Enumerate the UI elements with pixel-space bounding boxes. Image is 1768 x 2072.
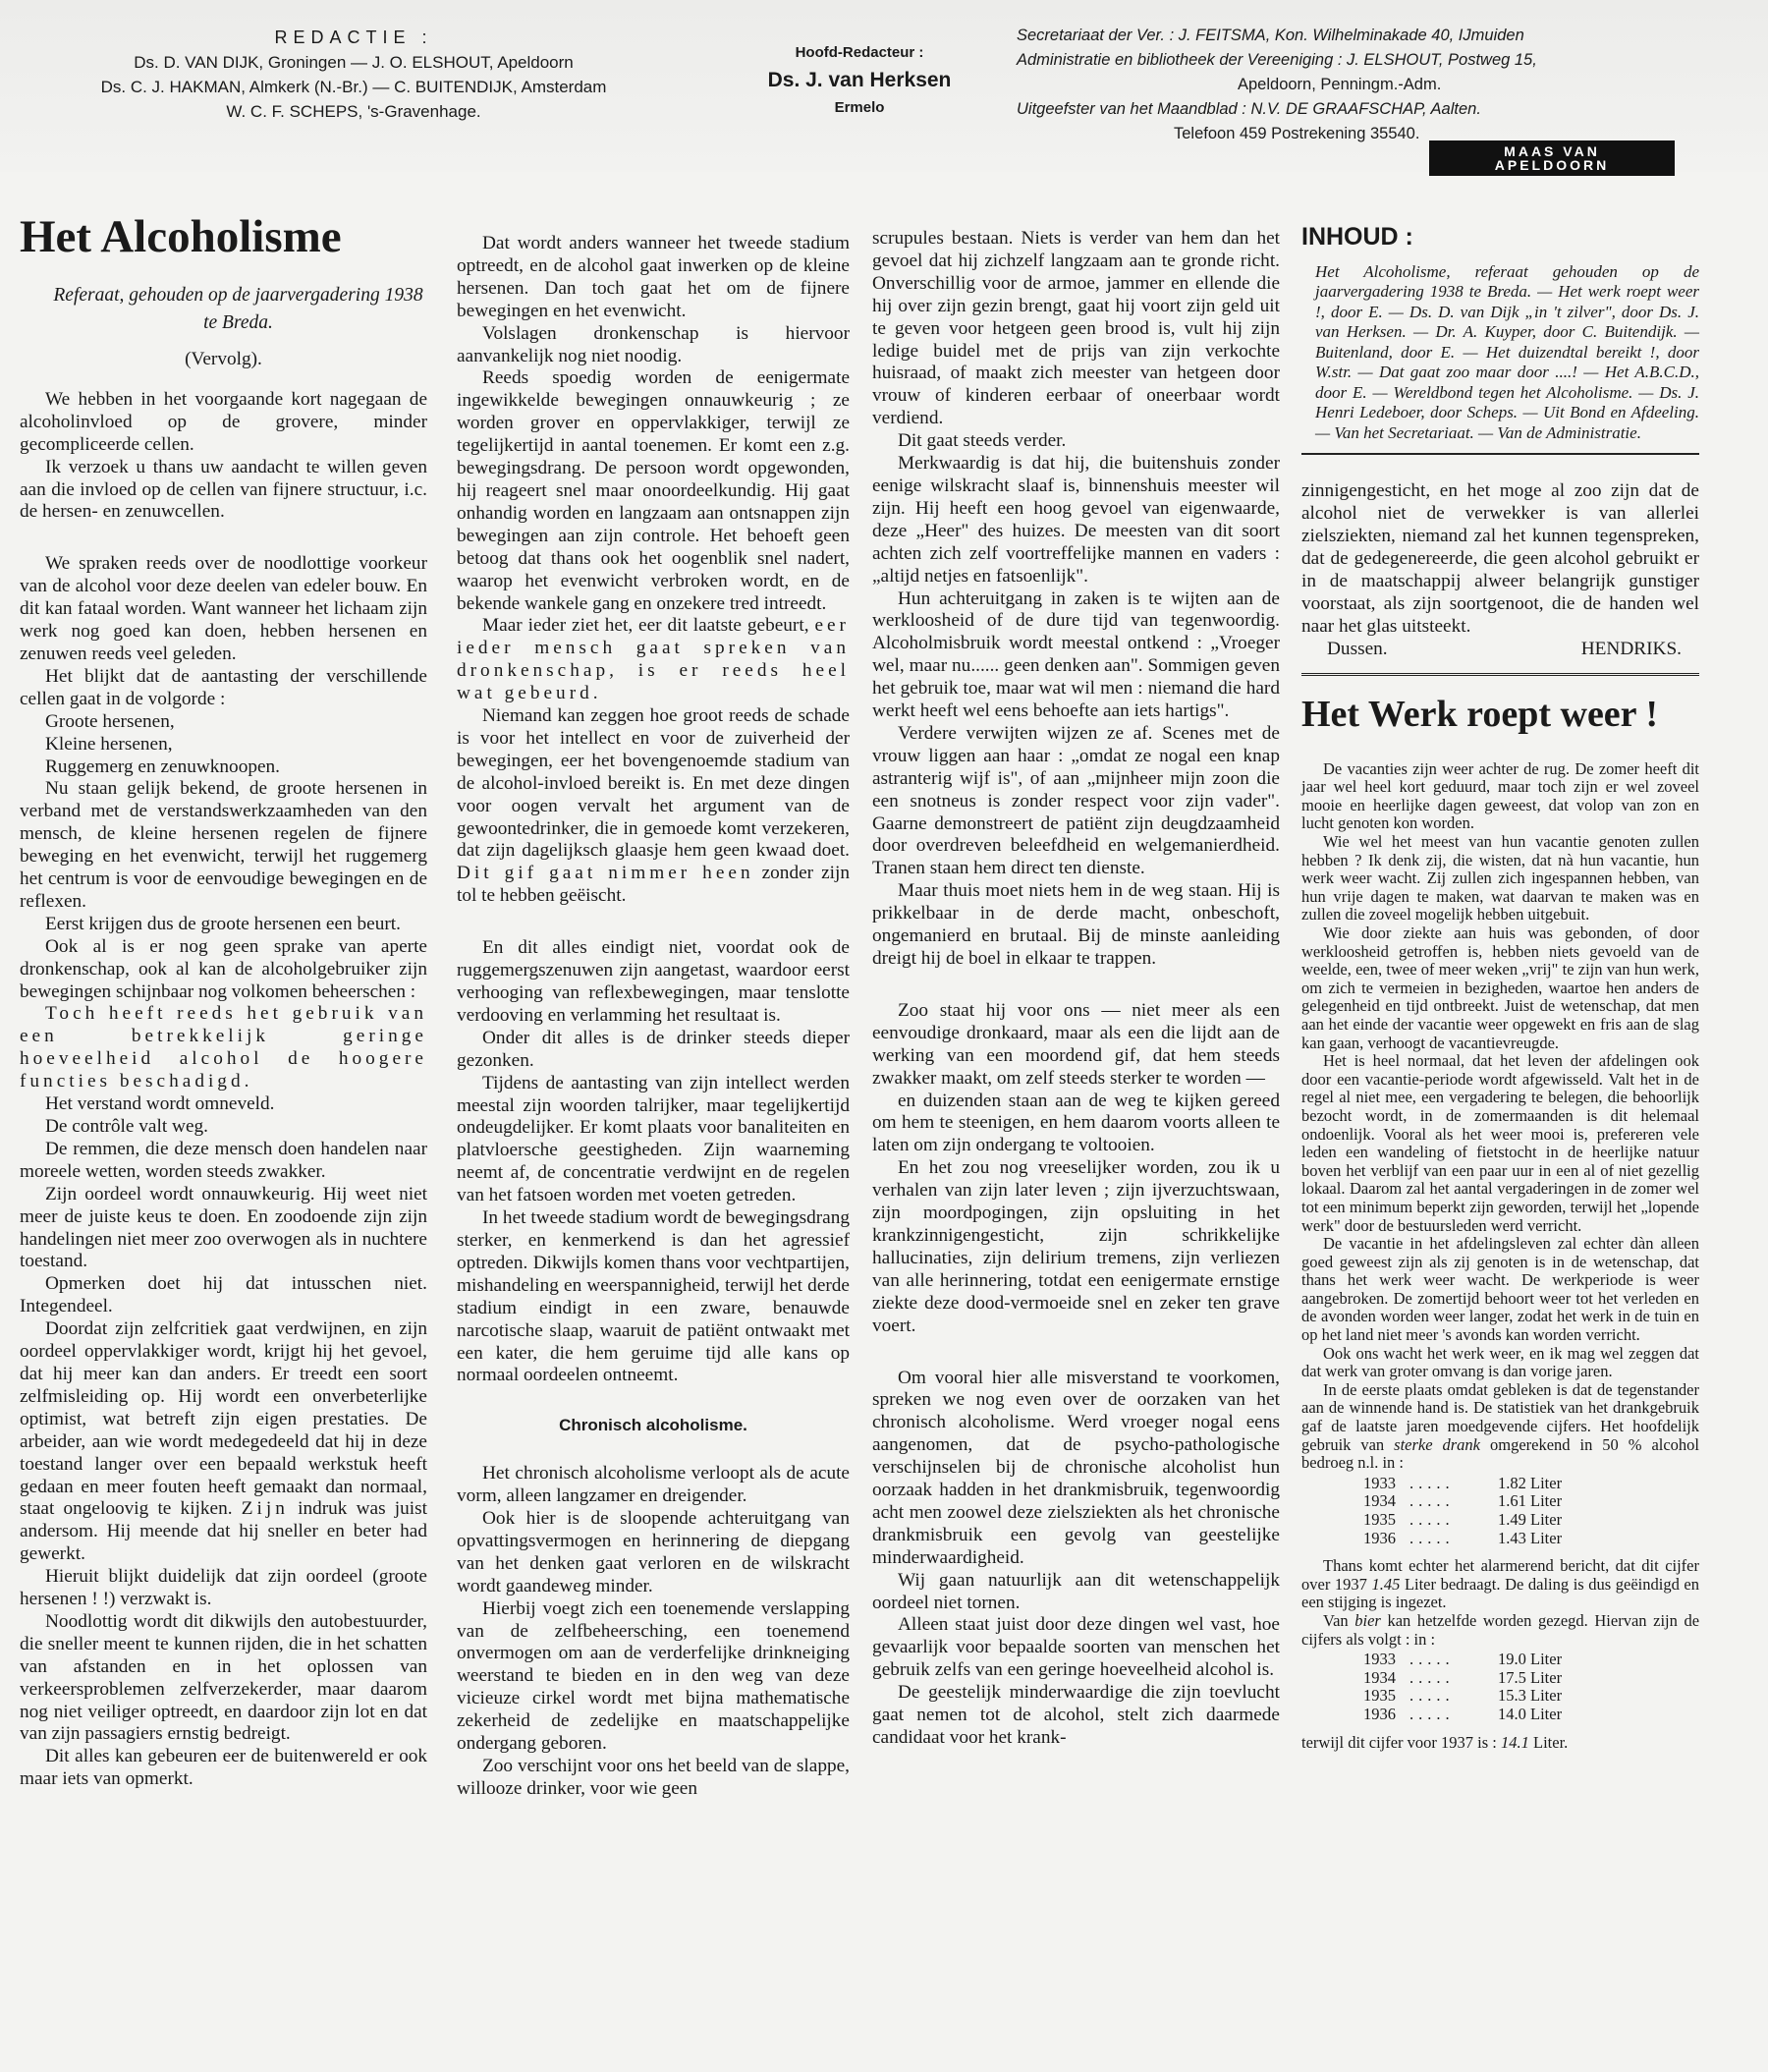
paragraph: Doordat zijn zelfcritiek gaat verdwijnen, en zijn oordeel oppervlakkiger wordt, krijgt hij het gevoel, dat hij meer kan dan anders. Er treedt een soort zelfmisleiding op. Hij wordt een onverbeterlijke optimist, wat betreft zijn eigen prestaties. De arbeider, aan wie wordt medegedeeld dat hij in deze toestand langer over een bepaald werkstuk heeft gedaan en meer fouten heeft gemaakt dan normaal, staat ongeloovig te kijken. Zijn indruk was juist andersom. Hij meende dat hij sneller en beter had gewerkt.	[20, 1318, 427, 1565]
paragraph: Reeds spoedig worden de eenigermate ingewikkelde bewegingen onnauwkeurig ; ze worden grover en oppervlakkiger, terwijl ze tegelijkertijd in aantal toenemen. Er komt een z.g. bewegingsdrang. De persoon wordt opgewonden, hij reageert snel maar onoordeelkundig. Hij gaat onhandig worden en langzaam aan ontsnappen zijn bewegingen aan zijn controle. Het behoeft geen betoog dat thans ook het oogenblik snel nadert, waarop het evenwicht verbroken wordt, en de bekende wankele gang en onzekere tred intreedt.	[457, 367, 850, 614]
paragraph: Het verstand wordt omneveld.	[45, 1093, 275, 1115]
paragraph: Maar thuis moet niets hem in de weg staan. Hij is prikkelbaar in de derde macht, onbeschoft, ongemanierd en brutaal. Bij de minste aanleiding dreigt hij de boel in elkaar te trappen.	[872, 880, 1280, 969]
column-4	[1301, 223, 1700, 1752]
paragraph: Het is heel normaal, dat het leven der afdelingen ook door een vacantie-periode wordt afgewisseld. Valt het in de regel al niet mee, een vergadering te belegen, die behoorlijk bezocht wordt, in de zomermaanden is dit helemaal ondoenlijk. Vooral als het weer mooi is, prefereren vele leden een wandeling of fietstocht in de heerlijke natuur boven het verblijf van een paar uur in een al of niet gezellig lokaal. Daarom zal het aantal vergaderingen in de zomer wel tot een minimum beperkt zijn geworden, terwijl het „lopende werk" door de bestuursleden werd verricht.	[1301, 1051, 1699, 1235]
paragraph: Wie door ziekte aan huis was gebonden, of door werkloosheid getroffen is, hebben niets gevoeld van de weelde, een, twee of meer weken „vrij" te zijn van hun werk, om zich te vermeien in bezigheden, waartoe hen anders de gelegenheid en tijd ontbreekt. Juist de wetenschap, dat men aan het einde der vacantie weer opgewekt en fris aan de slag kan gaan, verhoogt de vacantievreugde.	[1301, 924, 1699, 1052]
paragraph: en duizenden staan aan de weg te kijken gereed om hem te steenigen, en hem daarom voorts alleen te laten om zijn ondergang te voltooien.	[872, 1090, 1280, 1156]
paragraph: Hieruit blijkt duidelijk dat zijn oordeel (groote hersenen ! !) verzwakt is.	[20, 1566, 427, 1610]
table-row: 1934 ..... 17.5 Liter	[1363, 1667, 1563, 1687]
masthead	[0, 0, 1768, 172]
paragraph: Het blijkt dat de aantasting der verschillende cellen gaat in de volgorde :	[20, 665, 427, 709]
paragraph: Dat wordt anders wanneer het tweede stadium optreedt, en de alcohol gaat inwerken op de kleine hersenen. Dan toch gaat het om de fijnere bewegingen en het evenwicht.	[457, 233, 850, 321]
table-row: 1934 ..... 1.61 Liter	[1363, 1491, 1563, 1511]
paragraph: Om vooral hier alle misverstand te voorkomen, spreken we nog even over de oorzaken van het chronisch alcoholisme. Werd vroeger nogal eens aangenomen, dat de psycho-pathologische verschijnselen bij de chronische alcoholist hun oorzaak hadden in het drankmisbruik, tegenwoordig acht men zoowel deze zielsziekten als het chronische drankmisbruik een gevolg van geestelijke minderwaardigheid.	[872, 1367, 1280, 1568]
admin-line: Apeldoorn, Penningm.-Adm.	[1238, 76, 1442, 93]
divider	[1301, 673, 1699, 676]
paragraph: Tijdens de aantasting van zijn intellect werden meestal zijn woorden talrijker, maar tegelijkertijd ondeugdelijker. Er komt plaats voor banaliteiten en platvloersche geestigheden. Zijn waarneming neemt af, de concentratie verdwijnt en de regelen van het fatsoen worden met voeten getreden.	[457, 1072, 850, 1206]
chief-editor-place: Ermelo	[834, 99, 885, 116]
paragraph: Het chronisch alcoholisme verloopt als de acute vorm, alleen langzamer en dreigender.	[457, 1463, 850, 1507]
paragraph: terwijl dit cijfer voor 1937 is : 14.1 Liter.	[1301, 1732, 1569, 1752]
chief-editor-label: Hoofd-Redacteur :	[795, 44, 924, 61]
article-subtitle: Referaat, gehouden op de jaarvergadering 1938 te Breda.	[53, 285, 423, 333]
paragraph: Nu staan gelijk bekend, de groote hersenen in verband met de verstandswerkzaamheden van den mensch, de kleine hersenen regelen de fijnere beweging en het evenwicht, terwijl het ruggemerg het centrum is voor de eenvoudige bewegingen en de reflexen.	[20, 778, 427, 912]
editorial-board	[39, 26, 668, 124]
paragraph: Hun achteruitgang in zaken is te wijten aan de werkloosheid of de dure tijd van tegenwoordig. Alcoholmisbruik wordt meestal ontkend : „Vroeger wel, maar nu...... geen denken aan". Sommigen geven het gebruik toe, maar wat wil men : niemand die hard werkt heeft wel eens behoefte aan iets hartigs".	[872, 588, 1280, 722]
list-item: Ruggemerg en zenuwknoopen.	[45, 756, 280, 777]
table-row: 1933 ..... 19.0 Liter	[1363, 1650, 1563, 1669]
admin-line: Uitgeefster van het Maandblad : N.V. DE GRAAFSCHAP, Aalten.	[1017, 100, 1481, 118]
section-heading: Chronisch alcoholisme.	[559, 1416, 747, 1435]
column-3	[872, 228, 1280, 1750]
paragraph: Verdere verwijten wijzen ze af. Scenes met de vrouw liggen aan haar : „omdat ze nogal een knap astranterig wijf is", of aan „mijnheer mijn zoon die een snotneus is zonder respect voor zijn vader". Gaarne demonstreert de patiënt zijn deugdzaamheid door overdreven beleefdheid en welgemanierdheid. Tranen staan hem direct ten dienste.	[872, 722, 1280, 879]
editorial-line: Ds. D. VAN DIJK, Groningen — J. O. ELSHOUT, Apeldoorn	[134, 53, 574, 72]
paragraph: Alleen staat juist door deze dingen wel vast, hoe gevaarlijk voor bepaalde soorten van menschen het gebruik zelfs van een geringe hoeveelheid alcohol is.	[872, 1614, 1280, 1681]
paragraph: Opmerken doet hij dat intusschen niet. Integendeel.	[20, 1273, 427, 1317]
column-2	[457, 233, 850, 1801]
paragraph: En dit alles eindigt niet, voordat ook de ruggemergszenuwen zijn aangetast, waardoor eerst verhooging van reflexbewegingen, maar tenslotte verdooving en verlamming het resultaat is.	[457, 937, 850, 1026]
consumption-table-spirits	[1301, 1475, 1606, 1547]
paragraph: De vacantie in het afdelingsleven zal echter dàn alleen goed geweest zijn als zij genoten is in de wetenschap, dat thans het werk weer wacht. De werkperiode is weer aangebroken. De zomertijd behoort weer tot het verleden en de avonden worden weer langer, zodat het werk in de tuin en op het land niet meer 's avonds kan worden verricht.	[1301, 1234, 1699, 1345]
contents-list: Het Alcoholisme, referaat gehouden op de jaarvergadering 1938 te Breda. — Het werk roept weer !, door E. — Ds. D. van Dijk „in 't zilver", door Ds. J. van Herksen. — Dr. A. Kuyper, door C. Buitendijk. — Buitenland, door E. — Het duizendtal bereikt !, door W.str. — Dat gaat zoo maar door ....! — Het A.B.C.D., door E. — Wereldbond tegen het Alcoholisme. — Ds. J. Henri Ledeboer, door Scheps. — Uit Bond en Afdeeling. — Van het Secretariaat. — Van de Administratie.	[1301, 262, 1699, 456]
paragraph: In het tweede stadium wordt de bewegingsdrang sterker, en kenmerkend is dan het agressief optreden. Dikwijls komen thans voor vechtpartijen, mishandeling en weerspannigheid, terwijl het derde stadium eindigt in een zware, benauwde narcotische slaap, waaruit de patiënt ontwaakt met een kater, die hem geruime tijd alle kans op normaal oordeelen ontneemt.	[457, 1207, 850, 1386]
column-1	[20, 201, 427, 1791]
editorial-line: W. C. F. SCHEPS, 's-Gravenhage.	[226, 102, 481, 121]
editorial-title: REDACTIE :	[274, 28, 433, 47]
paragraph: Thans komt echter het alarmerend bericht, dat dit cijfer over 1937 1.45 Liter bedraagt. De daling is dus geëindigd en een stijging is ingezet.	[1301, 1556, 1699, 1612]
admin-line: Administratie en bibliotheek der Vereeniging : J. ELSHOUT, Postweg 15,	[1017, 51, 1537, 69]
paragraph: Dit alles kan gebeuren eer de buitenwereld er ook maar iets van opmerkt.	[20, 1746, 427, 1790]
paragraph: Onder dit alles is de drinker steeds dieper gezonken.	[457, 1027, 850, 1071]
article-werk	[1301, 760, 1699, 1752]
paragraph: Dit gaat steeds verder.	[898, 430, 1067, 452]
paragraph: Ook hier is de sloopende achteruitgang van opvattingsvermogen en herinnering de diepgang van het denken gaat verloren en de wilskracht wordt gaandeweg minder.	[457, 1508, 850, 1596]
printer-logo: MAAS VAN APELDOORN	[1429, 140, 1675, 176]
article-heading: Het Alcoholisme	[20, 211, 342, 262]
signature-name: HENDRIKS.	[1580, 638, 1682, 659]
paragraph: We spraken reeds over de noodlottige voorkeur van de alcohol voor deze deelen van edeler bouw. En dit kan fataal worden. Want wanneer het lichaam zijn werk nog goed kan doen, hebben hersenen en zenuwen reeds veel geleden.	[20, 553, 427, 664]
paragraph: Zoo staat hij voor ons — niet meer als een eenvoudige dronkaard, maar als een die lijdt aan de werking van een moordend gif, dat hem steeds zwakker maakt, om zelf steeds sterker te worden —	[872, 999, 1280, 1089]
contents-heading: INHOUD :	[1301, 223, 1413, 251]
signature	[1301, 639, 1699, 661]
paragraph: Volslagen dronkenschap is hiervoor aanvankelijk nog niet noodig.	[457, 322, 850, 366]
table-row: 1936 ..... 1.43 Liter	[1363, 1528, 1563, 1547]
consumption-table-beer	[1301, 1651, 1606, 1723]
list-item: Kleine hersenen,	[45, 733, 173, 755]
paragraph: In de eerste plaats omdat gebleken is dat de tegenstander aan de winnende hand is. De statistiek van het drankgebruik gaf de laatste jaren moedgevende cijfers. Het hoofdelijk gebruik van sterke drank omgerekend in 50 % alcohol bedroeg n.l. in :	[1301, 1379, 1700, 1473]
table-row: 1933 ..... 1.82 Liter	[1363, 1473, 1563, 1492]
editorial-line: Ds. C. J. HAKMAN, Almkerk (N.-Br.) — C. BUITENDIJK, Amsterdam	[100, 78, 607, 96]
admin-line: Telefoon 459 Postrekening 35540.	[1174, 125, 1420, 142]
paragraph: De vacanties zijn weer achter de rug. De zomer heeft dit jaar wel heel kort geduurd, maar toch zijn er wel zoveel mooie en heerlijke dagen geweest, dat volop van zon en lucht genoten kon worden.	[1301, 758, 1699, 833]
paragraph: Ik verzoek u thans uw aandacht te willen geven aan die invloed op de cellen van fijnere structuur, i.c. de hersen- en zenuwcellen.	[20, 456, 427, 523]
paragraph: Merkwaardig is dat hij, die buitenshuis zonder eenige wilskracht slaaf is, binnenshuis meester wil zijn. Hij heeft een hoog gevoel van eigenwaarde, deze „Heer" des huizes. De meesten van dit soort achten zich zelf voortreffelijke mannen en vaders : „altijd netjes en fatsoenlijk".	[872, 453, 1280, 587]
paragraph: De geestelijk minderwaardige die zijn toevlucht gaat nemen tot de alcohol, stelt zich daarmede candidaat voor het krank-	[872, 1682, 1280, 1748]
paragraph: scrupules bestaan. Niets is verder van hem dan het gevoel dat hij zichzelf langzaam aan te gronde richt. Onverschillig voor de armoe, jammer en ellende die hij over zijn gezin brengt, gaat hij voort zijn geld uit te geven voor hetgeen geen brood is, vult hij zijn ledige buidel met de prijs van zijn verkochte huisraad, of maakt zich meester van hetgeen door vrouw of kinderen eerbaar of oneerbaar wordt verdiend.	[872, 228, 1280, 429]
paragraph: Hierbij voegt zich een toenemende verslapping van de zelfbeheersching, een toenemend onvermogen om aan de verderfelijke drinkneiging weerstand te bieden en in den weg van deze vicieuze cirkel wordt met bijna mathematische zekerheid de zedelijke en maatschappelijke ondergang geboren.	[457, 1597, 850, 1755]
paragraph: De remmen, die deze mensch doen handelen naar moreele wetten, worden steeds zwakker.	[20, 1138, 427, 1182]
paragraph: Wij gaan natuurlijk aan dit wetenschappelijk oordeel niet tornen.	[872, 1569, 1280, 1613]
admin-line: Secretariaat der Ver. : J. FEITSMA, Kon. Wilhelminakade 40, IJmuiden	[1017, 27, 1524, 44]
paragraph: Wie wel het meest van hun vacantie genoten zullen hebben ? Ik denk zij, die wisten, dat nà hun vacantie, hun werk weer wacht. Zij zullen zich ingespannen hebben, van hun vrije dagen te maken, wat daarvan te maken was en zullen die zoveel mogelijk hebben uitgebuit.	[1301, 832, 1699, 924]
administration-info	[1017, 24, 1724, 146]
paragraph: Ook ons wacht het werk weer, en ik mag wel zeggen dat dat werk van groter omvang is dan vorige jaren.	[1301, 1343, 1699, 1381]
article-heading: Het Werk roept weer !	[1301, 693, 1659, 735]
list-item: Groote hersenen,	[45, 710, 175, 732]
chief-editor-name: Ds. J. van Herksen	[767, 69, 952, 91]
table-row: 1935 ..... 1.49 Liter	[1363, 1510, 1563, 1529]
spaced-paragraph: Toch heeft reeds het gebruik van een betrekkelijk geringe hoeveelheid alcohol de hoogere functies beschadigd.	[20, 1003, 427, 1092]
paragraph: zinnigengesticht, en het moge al zoo zijn dat de alcohol niet de verwekker is van allerlei zielsziekten, niemand zal het kunnen tegenspreken, dat de gedegenereerde, die geen alcohol gebruikt er in de maatschappij alweer belangrijk gunstiger voorstaat, als zijn soortgenoot, die de handen wel naar het glas uitsteekt.	[1301, 480, 1699, 637]
paragraph: Van bier kan hetzelfde worden gezegd. Hiervan zijn de cijfers als volgt : in :	[1301, 1610, 1700, 1649]
paragraph: Noodlottig wordt dit dikwijls den autobestuurder, die sneller meent te kunnen rijden, die in het schatten van afstanden en in het oplossen van verkeersproblemen zelfverzekerder, maar daarom nog niet veiliger optreedt, en daardoor zijn lot en dat van zijn passagiers ernstig bedreigt.	[20, 1610, 427, 1745]
table-row: 1936 ..... 14.0 Liter	[1363, 1704, 1563, 1723]
table-row: 1935 ..... 15.3 Liter	[1363, 1686, 1563, 1706]
paragraph: Eerst krijgen dus de groote hersenen een beurt.	[45, 913, 401, 934]
signature-place: Dussen.	[1327, 638, 1388, 659]
continued-note: (Vervolg).	[185, 349, 262, 369]
paragraph: Zijn oordeel wordt onnauwkeurig. Hij weet niet meer de juiste keus te doen. En zoodoende zijn zijn handelingen niet meer zoo overwogen als in nuchtere toestand.	[20, 1183, 427, 1272]
paragraph: Maar ieder ziet het, eer dit laatste gebeurt, eer ieder mensch gaat spreken van dronkenschap, is er reeds heel wat gebeurd.	[457, 615, 850, 704]
chief-editor	[746, 39, 972, 122]
paragraph: Zoo verschijnt voor ons het beeld van de slappe, willooze drinker, voor wie geen	[457, 1756, 850, 1799]
order-list	[20, 711, 427, 779]
paragraph: We hebben in het voorgaande kort nagegaan de alcoholinvloed op de grovere, minder gecompliceerde cellen.	[20, 388, 427, 455]
paragraph: Niemand kan zeggen hoe groot reeds de schade is voor het intellect en voor de zuiverheid der bewegingen, eer het bovengenoemde stadium van de alcohol-invloed bereikt is. En met deze dingen voor oogen vervalt het argument van de gewoontedrinker, die in gemoede komt verzekeren, dat zijn dagelijksch glaasje hem geen kwaad doet. Dit gif gaat nimmer heen zonder zijn tol te hebben geëischt.	[457, 705, 850, 907]
paragraph: Ook al is er nog geen sprake van aperte dronkenschap, ook al kan de alcoholgebruiker zijn bewegingen schijnbaar nog volkomen beheerschen :	[20, 935, 427, 1002]
paragraph: En het zou nog vreeselijker worden, zou ik u verhalen van zijn later leven ; zijn ijverzuchtswaan, zijn moordpogingen, zijn opsluiting in het krankzinnigengesticht, zijn schrikkelijke hallucinaties, zijn delirium tremens, zijn verliezen van alle herinnering, totdat een eenigermate ernstige ziekte deze dood-vermoeide snel en zeker ten grave voert.	[872, 1157, 1280, 1336]
paragraph: De contrôle valt weg.	[45, 1116, 208, 1137]
